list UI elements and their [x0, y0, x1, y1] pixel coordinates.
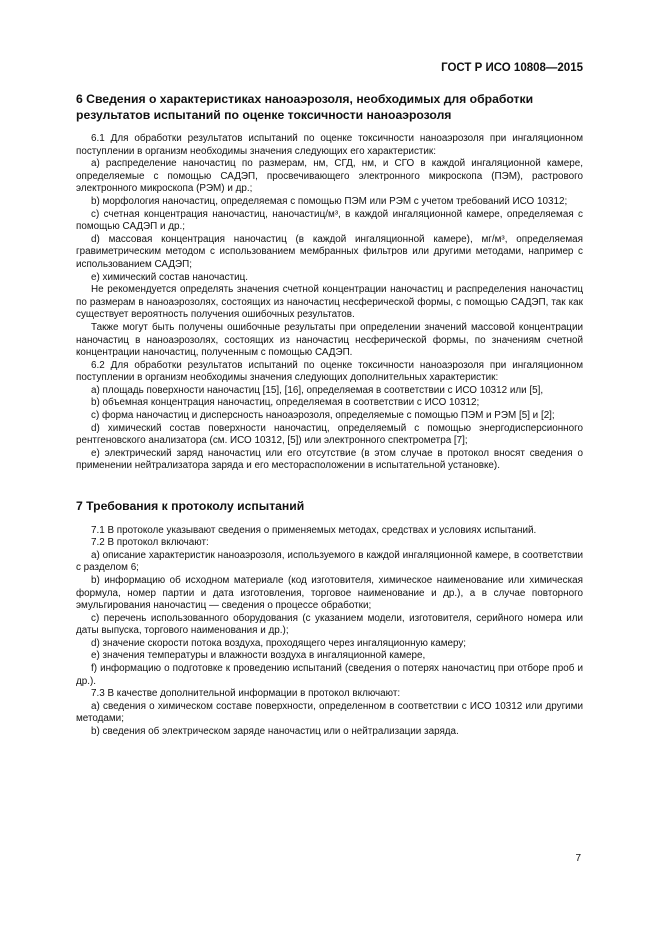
- paragraph: Также могут быть получены ошибочные результаты при определении значений массовой концентрации наночастиц в наноаэрозолях, состоящих из наночастиц несферической формы, по значениям счетной концентрации наночастиц, полученным с помощью САДЭП.: [76, 321, 583, 359]
- paragraph: b) сведения об электрическом заряде наночастиц или о нейтрализации заряда.: [91, 726, 459, 738]
- paragraph: 7.1 В протоколе указывают сведения о применяемых методах, средствах и условиях испытаний.: [91, 524, 537, 536]
- paragraph: 7.2 В протокол включают:: [91, 537, 209, 549]
- paragraph: a) сведения о химическом составе поверхности, определенном в соответствии с ИСО 10312 или другими методами;: [76, 700, 583, 725]
- paragraph: f) информацию о подготовке к проведению испытаний (сведения о потерях наночастиц при отборе проб и др.).: [76, 663, 583, 687]
- section-6-body: [76, 133, 583, 473]
- paragraph: 6.1 Для обработки результатов испытаний по оценке токсичности наноаэрозоля при ингаляционном поступлении в организм необходимы значения следующих его характеристик:: [76, 133, 583, 157]
- section-7-body: [76, 525, 583, 739]
- paragraph: c) перечень использованного оборудования (с указанием модели, изготовителя, серийного номера или даты выпуска, торгового наименования и др.);: [76, 612, 583, 637]
- paragraph: 6.2 Для обработки результатов испытаний по оценке токсичности наноаэрозоля при ингаляционном поступлении в организм необходимы значения следующих дополнительных характеристик:: [76, 359, 583, 384]
- paragraph: c) форма наночастиц и дисперсность наноаэрозоля, определяемые с помощью ПЭМ и РЭМ [5] и [2];: [91, 410, 555, 422]
- paragraph: 7.3 В качестве дополнительной информации в протокол включают:: [91, 688, 401, 700]
- paragraph: d) массовая концентрация наночастиц (в каждой ингаляционной камере), мг/м³, определяемая гравиметрическим методом с использованием мембранных фильтров или другими методами, например с использованием САДЭП;: [76, 233, 583, 270]
- paragraph: d) значение скорости потока воздуха, проходящего через ингаляционную камеру;: [91, 637, 467, 649]
- paragraph: b) объемная концентрация наночастиц, определяемая в соответствии с ИСО 10312;: [91, 397, 480, 409]
- paragraph: a) описание характеристик наноаэрозоля, используемого в каждой ингаляционной камере, в соответствии с разделом 6;: [76, 549, 583, 574]
- paragraph: e) химический состав наночастиц.: [91, 271, 249, 283]
- paragraph: b) морфология наночастиц, определяемая с помощью ПЭМ или РЭМ с учетом требований ИСО 10312;: [91, 195, 568, 207]
- document-code: ГОСТ Р ИСО 10808—2015: [441, 62, 583, 74]
- paragraph: e) электрический заряд наночастиц или его отсутствие (в этом случае в протокол вносят сведения о применении нейтрализатора заряда и его месторасположении в испытательной установке).: [76, 447, 583, 472]
- section-7-heading: 7 Требования к протоколу испытаний: [76, 499, 305, 514]
- paragraph: Не рекомендуется определять значения счетной концентрации наночастиц и распределения наночастиц по размерам в наноаэрозолях, состоящих из наночастиц несферической формы, с помощью САДЭП, так как существует вероятность получения ошибочных результатов.: [76, 284, 583, 321]
- paragraph: e) значения температуры и влажности воздуха в ингаляционной камере,: [91, 650, 426, 662]
- paragraph: c) счетная концентрация наночастиц, наночастиц/м³, в каждой ингаляционной камере, определяемая с помощью САДЭП и др.;: [76, 208, 583, 233]
- paragraph: a) площадь поверхности наночастиц [15], [16], определяемая в соответствии с ИСО 10312 или [5],: [91, 384, 544, 396]
- page-content: [76, 92, 583, 739]
- paragraph: b) информацию об исходном материале (код изготовителя, химическое наименование или химическая формула, номер партии и дата изготовления, торговое наименование и др.), а в случае повторного эмульгирования наночастиц — сведения о процессе обработки;: [76, 574, 583, 612]
- paragraph: d) химический состав поверхности наночастиц, определяемый с помощью энергодисперсионного рентгеновского анализатора (см. ИСО 10312, [5]) или электронного спектрометра [7];: [76, 422, 583, 447]
- paragraph: a) распределение наночастиц по размерам, нм, СГД, нм, и СГО в каждой ингаляционной камере, определяемые с помощью САДЭП, просвечивающего электронного микроскопа (ПЭМ), растрового электронного микроскопа (РЭМ) и др.;: [76, 158, 583, 195]
- page-number: 7: [575, 853, 581, 864]
- section-6-heading: 6 Сведения о характеристиках наноаэрозоля, необходимых для обработки результатов испытаний по оценке токсичности наноаэрозоля: [76, 92, 534, 122]
